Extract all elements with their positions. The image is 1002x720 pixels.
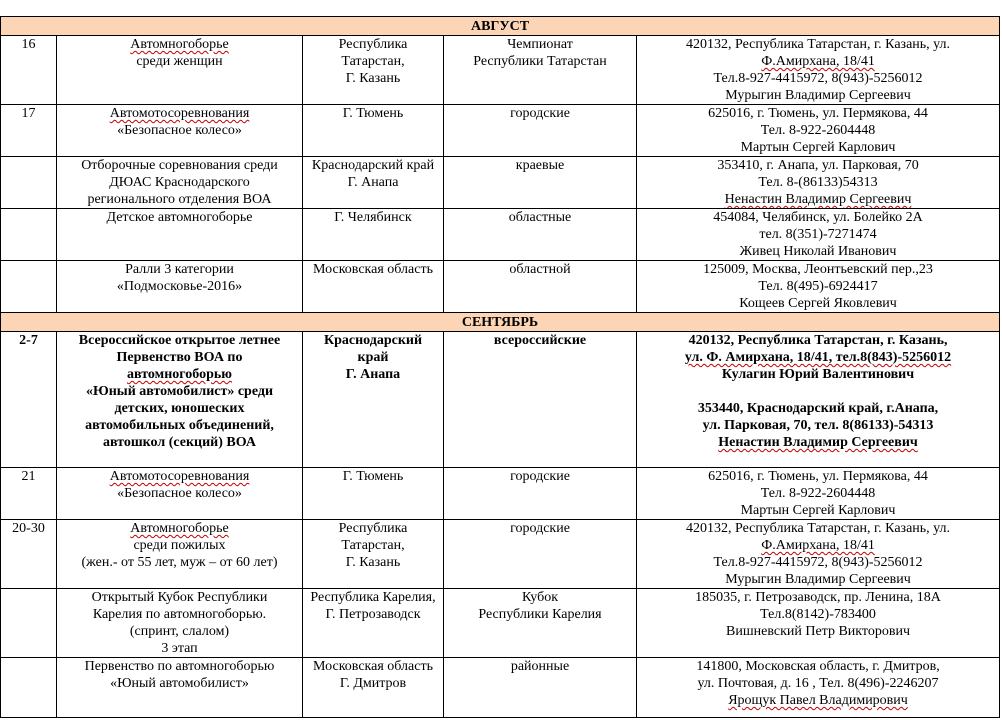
status-line: Кубок	[521, 590, 559, 605]
cell-place	[303, 589, 444, 658]
event-line: (жен.- от 55 лет, муж – от 60 лет)	[81, 555, 278, 570]
event-line: Автомногоборье	[130, 37, 229, 52]
cell-event	[57, 332, 303, 468]
contact-line: 454084, Челябинск, ул. Болейко 2А	[713, 210, 923, 225]
event-line: детских, юношеских	[114, 401, 245, 416]
contact-line: 125009, Москва, Леонтьевский пер.,23	[703, 262, 933, 277]
event-line: автомобильных объединений,	[85, 418, 274, 433]
contact-line: Ф.Амирхана, 18/41	[761, 538, 875, 553]
cell-number: 21	[1, 468, 57, 520]
event-line: Первенство ВОА по	[116, 350, 243, 365]
event-line: среди пожилых	[133, 538, 226, 553]
cell-event	[57, 209, 303, 261]
event-line: автошкол (секций) ВОА	[102, 435, 257, 450]
event-line: Автомотосоревнования	[109, 469, 250, 484]
cell-place	[303, 157, 444, 209]
status-line: областные	[508, 210, 572, 225]
event-line: автомногоборью	[127, 367, 232, 382]
status-line: городские	[510, 521, 570, 536]
event-line: Первенство по автомногоборью	[84, 659, 275, 674]
event-line: ДЮАС Краснодарского	[109, 175, 250, 190]
place-line: Г. Петрозаводск	[325, 607, 421, 622]
month-header-row	[1, 313, 1000, 332]
event-line: Открытый Кубок Республики	[91, 590, 268, 605]
table-row	[1, 658, 1000, 718]
status-line: областной	[509, 262, 571, 277]
contact-line: ул. Почтовая, д. 16 , Тел. 8(496)-2246207	[697, 676, 939, 691]
cell-contacts	[637, 468, 1000, 520]
event-line: Отборочные соревнования среди	[81, 158, 278, 173]
cell-event	[57, 589, 303, 658]
cell-number: 2-7	[1, 332, 57, 468]
table-row	[1, 589, 1000, 658]
contact-line: Ненастин Владимир Сергеевич	[718, 435, 918, 450]
status-line: краевые	[515, 158, 565, 173]
place-line: Республика	[338, 521, 408, 536]
place-line: Республика Карелия,	[310, 590, 436, 605]
table-row	[1, 468, 1000, 520]
place-line: Г. Анапа	[347, 175, 399, 190]
table-row	[1, 157, 1000, 209]
cell-number	[1, 261, 57, 313]
table-row	[1, 520, 1000, 589]
event-line: «Безопасное колесо»	[117, 486, 242, 501]
cell-status	[444, 589, 637, 658]
contact-line: 625016, г. Тюмень, ул. Пермякова, 44	[708, 106, 928, 121]
cell-contacts	[637, 658, 1000, 718]
table-row	[1, 36, 1000, 105]
cell-place	[303, 658, 444, 718]
place-line: Московская область	[313, 262, 433, 277]
cell-place	[303, 468, 444, 520]
cell-status	[444, 157, 637, 209]
place-line: Г. Челябинск	[334, 210, 412, 225]
cell-status	[444, 468, 637, 520]
cell-place	[303, 105, 444, 157]
event-line: «Юный автомобилист» среди	[85, 384, 274, 399]
contact-line: Мартын Сергей Карлович	[740, 503, 896, 518]
event-line: Детское автомногоборье	[106, 210, 253, 225]
cell-contacts	[637, 589, 1000, 658]
contact-line: Тел.8-927-4415972, 8(943)-5256012	[713, 71, 923, 86]
contact-line: Живец Николай Иванович	[739, 244, 897, 259]
place-line: Г. Тюмень	[342, 469, 404, 484]
contact-line: Ненастин Владимир Сергеевич	[724, 192, 912, 207]
cell-place	[303, 332, 444, 468]
month-name: СЕНТЯБРЬ	[1, 313, 1000, 332]
cell-contacts	[637, 261, 1000, 313]
cell-contacts	[637, 105, 1000, 157]
cell-status	[444, 36, 637, 105]
cell-place	[303, 209, 444, 261]
status-line: городские	[510, 106, 570, 121]
contact-line: Кулагин Юрий Валентинович	[721, 367, 915, 382]
cell-contacts	[637, 157, 1000, 209]
contact-line: Кощеев Сергей Яковлевич	[739, 296, 897, 311]
event-line: «Безопасное колесо»	[117, 123, 242, 138]
cell-place	[303, 520, 444, 589]
place-line: Г. Казань	[345, 71, 401, 86]
cell-contacts	[637, 36, 1000, 105]
event-line: «Подмосковье-2016»	[116, 279, 243, 294]
place-line: край	[357, 350, 389, 365]
event-line: регионального отделения ВОА	[87, 192, 272, 207]
contact-line: Тел. 8-922-2604448	[760, 123, 876, 138]
cell-number	[1, 209, 57, 261]
cell-place	[303, 36, 444, 105]
place-line: Республика	[338, 37, 408, 52]
event-line: Всероссийское открытое летнее	[78, 333, 281, 348]
contact-line: Мурыгин Владимир Сергеевич	[725, 88, 911, 103]
contact-line: 420132, Республика Татарстан, г. Казань, ул.	[686, 37, 951, 52]
place-line: Краснодарский край	[311, 158, 435, 173]
contact-line: Мартын Сергей Карлович	[740, 140, 896, 155]
cell-contacts	[637, 209, 1000, 261]
contact-line: Ф.Амирхана, 18/41	[761, 54, 875, 69]
month-name: АВГУСТ	[1, 17, 1000, 36]
cell-event	[57, 468, 303, 520]
status-line: Республики Карелия	[478, 607, 602, 622]
cell-number: 17	[1, 105, 57, 157]
cell-number	[1, 658, 57, 718]
contact-line: ул. Парковая, 70, тел. 8(86133)-54313	[702, 418, 934, 433]
contact-line: Тел. 8-(86133)54313	[758, 175, 878, 190]
table-row	[1, 209, 1000, 261]
cell-status	[444, 658, 637, 718]
cell-status	[444, 261, 637, 313]
cell-event	[57, 36, 303, 105]
status-line: Республики Татарстан	[473, 54, 607, 69]
contact-line: Тел. 8(495)-6924417	[758, 279, 878, 294]
table-row	[1, 105, 1000, 157]
cell-event	[57, 261, 303, 313]
place-line: Г. Казань	[345, 555, 401, 570]
status-line: городские	[510, 469, 570, 484]
cell-number	[1, 157, 57, 209]
event-line: среди женщин	[136, 54, 223, 69]
cell-number	[1, 589, 57, 658]
cell-place	[303, 261, 444, 313]
event-line: 3 этап	[161, 641, 198, 656]
contact-line: Тел.8-927-4415972, 8(943)-5256012	[713, 555, 923, 570]
contact-line: Ярощук Павел Владимирович	[728, 693, 908, 708]
event-line: (спринт, слалом)	[129, 624, 230, 639]
event-line: Карелия по автомногоборью.	[92, 607, 267, 622]
cell-status	[444, 520, 637, 589]
contact-line: 353410, г. Анапа, ул. Парковая, 70	[717, 158, 919, 173]
schedule-body	[1, 17, 1000, 718]
cell-number: 20-30	[1, 520, 57, 589]
status-line: Чемпионат	[507, 37, 573, 52]
cell-event	[57, 157, 303, 209]
month-header-row	[1, 17, 1000, 36]
place-line: Татарстан,	[341, 54, 405, 69]
contact-line: 420132, Республика Татарстан, г. Казань, ул.	[686, 521, 951, 536]
contact-spacer	[639, 383, 997, 400]
table-row	[1, 261, 1000, 313]
place-line: Татарстан,	[341, 538, 405, 553]
cell-event	[57, 520, 303, 589]
event-line: «Юный автомобилист»	[110, 676, 249, 691]
place-line: Московская область	[313, 659, 433, 674]
event-line: Автомотосоревнования	[109, 106, 250, 121]
contact-line: 353440, Краснодарский край, г.Анапа,	[697, 401, 939, 416]
cell-number: 16	[1, 36, 57, 105]
contact-line: Вишневский Петр Викторович	[726, 624, 910, 639]
cell-contacts	[637, 332, 1000, 468]
contact-line: 420132, Республика Татарстан, г. Казань,	[688, 333, 948, 348]
event-line: Автомногоборье	[130, 521, 229, 536]
status-line: всероссийские	[493, 333, 587, 348]
events-schedule-table	[0, 16, 1000, 718]
table-row	[1, 332, 1000, 468]
status-line: районные	[510, 659, 570, 674]
cell-event	[57, 658, 303, 718]
place-line: Г. Анапа	[345, 367, 401, 382]
contact-line: 625016, г. Тюмень, ул. Пермякова, 44	[708, 469, 928, 484]
place-line: Г. Дмитров	[339, 676, 407, 691]
cell-event	[57, 105, 303, 157]
contact-line: ул. Ф. Амирхана, 18/41, тел.8(843)-5256012	[684, 350, 952, 365]
contact-line: 141800, Московская область, г. Дмитров,	[696, 659, 940, 674]
contact-line: Мурыгин Владимир Сергеевич	[725, 572, 911, 587]
place-line: Краснодарский	[323, 333, 423, 348]
contact-line: 185035, г. Петрозаводск, пр. Ленина, 18А	[695, 590, 941, 605]
contact-line: тел. 8(351)-7271474	[759, 227, 877, 242]
contact-line: Тел.8(8142)-783400	[760, 607, 876, 622]
cell-status	[444, 105, 637, 157]
place-line: Г. Тюмень	[342, 106, 404, 121]
contact-line: Тел. 8-922-2604448	[760, 486, 876, 501]
cell-status	[444, 209, 637, 261]
event-line: Ралли 3 категории	[125, 262, 234, 277]
cell-contacts	[637, 520, 1000, 589]
cell-status	[444, 332, 637, 468]
